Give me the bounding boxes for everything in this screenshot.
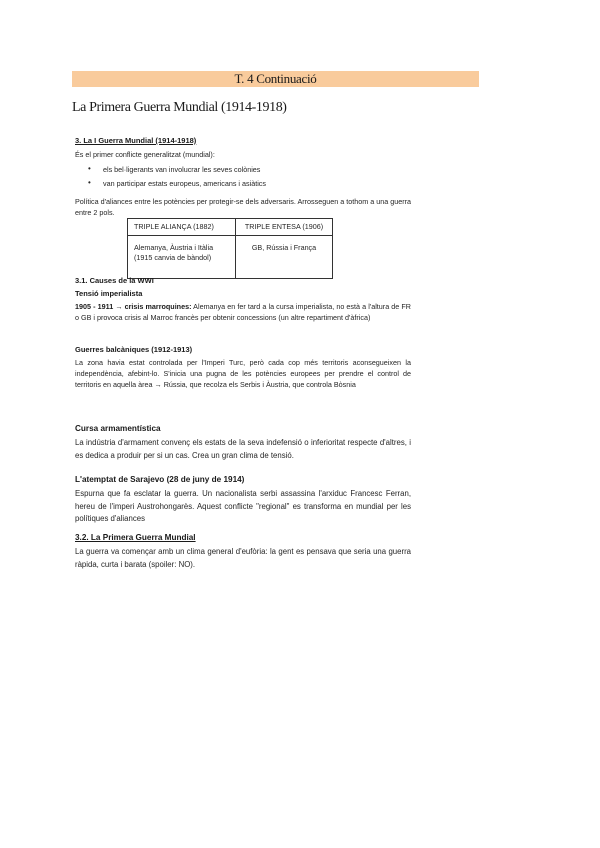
list-item bbox=[88, 164, 261, 174]
subheading-balkan-wars: Guerres balcàniques (1912-1913) bbox=[75, 345, 193, 354]
topic-banner-text: T. 4 Continuació bbox=[234, 71, 317, 86]
section-3-heading: 3. La I Guerra Mundial (1914-1918) bbox=[75, 136, 197, 145]
section-3-2-paragraph: La guerra va començar amb un clima general d'eufòria: la gent es pensava que seria una guerra ràpida, curta i barata (spoiler: NO). bbox=[75, 547, 411, 569]
date-range: 1905 - 1911 bbox=[75, 302, 114, 311]
arrow-icon: → bbox=[115, 302, 123, 311]
table-row bbox=[128, 236, 333, 279]
table-cell: GB, Rússia i França bbox=[236, 236, 333, 279]
arms-race-paragraph: La indústria d'armament convenç els estats de la seva indefensió o inferioritat respecte d'altres, i es dedica a produir per si un cas. Crea un gran clima de tensió. bbox=[75, 438, 411, 460]
alliances-paragraph: Política d'aliances entre les potències per protegir-se dels adversaris. Arrosseguen a tothom a una guerra entre 2 pols. bbox=[75, 197, 411, 217]
subheading-imperialist-tension: Tensió imperialista bbox=[75, 289, 143, 298]
table-cell-line: (1915 canvia de bàndol) bbox=[134, 253, 212, 262]
bold-term: crisis marroquines: bbox=[124, 302, 192, 311]
moroccan-crisis-paragraph bbox=[75, 301, 411, 323]
section-3-intro: És el primer conflicte generalitzat (mundial): bbox=[75, 150, 215, 159]
bullet-icon: • bbox=[88, 164, 91, 173]
table-header-cell: TRIPLE ENTESA (1906) bbox=[236, 219, 333, 236]
section-3-1-heading: 3.1. Causes de la WWI bbox=[75, 276, 154, 285]
table-header-cell: TRIPLE ALIANÇA (1882) bbox=[128, 219, 236, 236]
bullet-icon: • bbox=[88, 178, 91, 187]
list-item bbox=[88, 178, 266, 188]
balkan-wars-paragraph: La zona havia estat controlada per l'Imperi Turc, però cada cop més territoris aconsegueixen la independència, afebint-lo. S'inicia una pugna de les potències europees per prendre el control de territoris en aquella àrea → Rússia, que recolza els Serbis i Àustria, que controla Bòsnia bbox=[75, 358, 411, 389]
table-cell bbox=[128, 236, 236, 279]
sarajevo-paragraph: Espurna que fa esclatar la guerra. Un nacionalista serbi assassina l'arxiduc Francesc Ferran, hereu de l'imperi Austrohongarès. Aquest conflicte "regional" es transforma en mundial per les polítiques d'aliances bbox=[75, 489, 411, 523]
subheading-sarajevo: L'atemptat de Sarajevo (28 de juny de 1914) bbox=[75, 475, 245, 484]
table-header-row bbox=[128, 219, 333, 236]
alliances-table bbox=[127, 218, 333, 279]
subheading-arms-race: Cursa armamentística bbox=[75, 424, 161, 433]
list-item-text: van participar estats europeus, americans i asiàtics bbox=[103, 179, 266, 188]
section-3-2-heading: 3.2. La Primera Guerra Mundial bbox=[75, 533, 196, 542]
paragraph-text: Alemanya en fer tard a la cursa imperialista, no està a l'altura de FR o GB i provoca crisis al Marroc francès per obtenir concessions (un altre repartiment d'àfrica) bbox=[75, 302, 411, 322]
table-cell-line: Alemanya, Àustria i Itàlia bbox=[134, 243, 214, 252]
list-item-text: els bel·ligerants van involucrar les seves colònies bbox=[103, 165, 261, 174]
topic-banner bbox=[72, 71, 479, 87]
document-title: La Primera Guerra Mundial (1914-1918) bbox=[72, 100, 287, 115]
